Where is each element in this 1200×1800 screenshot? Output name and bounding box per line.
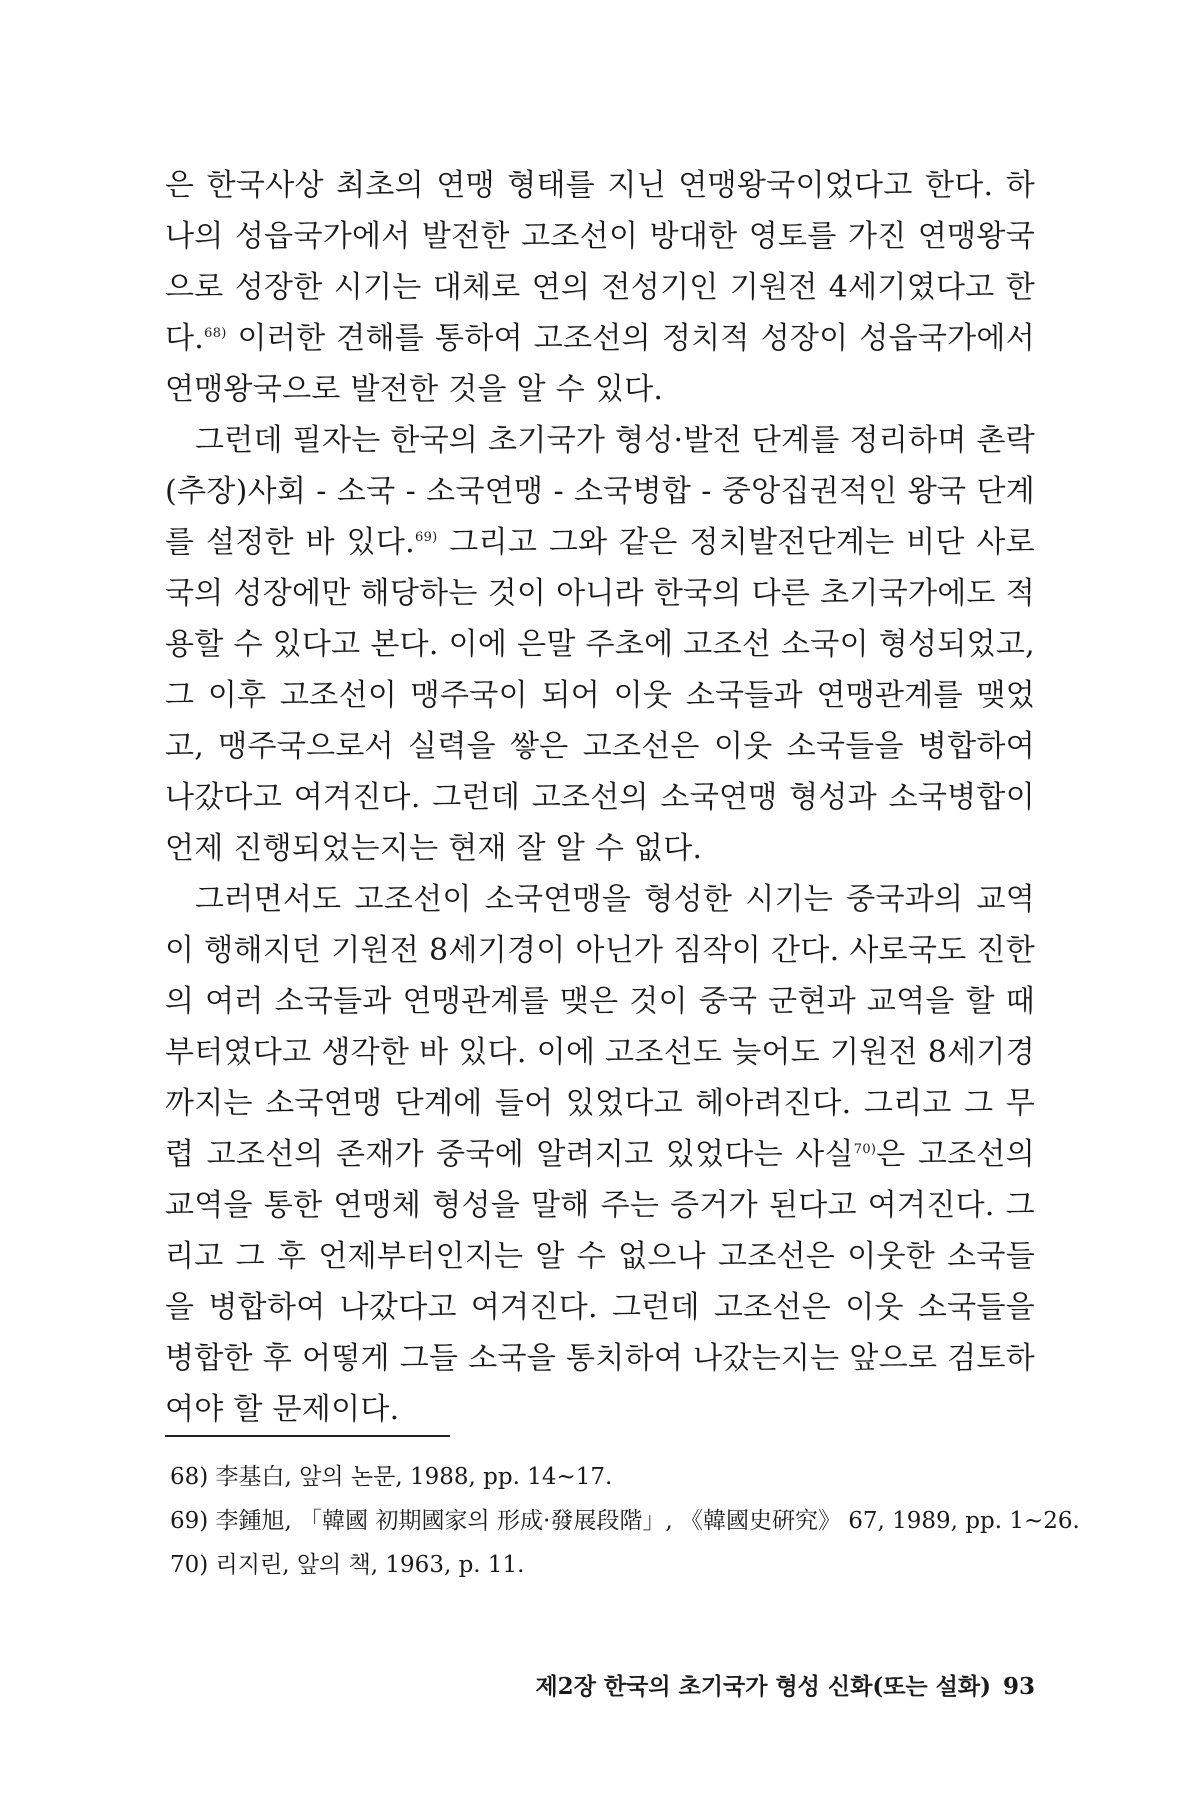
paragraph-text: 그러면서도 고조선이 소국연맹을 형성한 시기는 중국과의 교역이 행해지던 기원전 8세기경이 아닌가 짐작이 간다. 사로국도 진한의 여러 소국들과 연맹관계를 맺은 것이 중국 군현과 교역을 할 때부터였다고 생각한 바 있다. 이에 고조선도 늦어도 기원전 8세기경까지는 소국연맹 단계에 들어 있었다고 헤아려진다. 그리고 그 무렵 고조선의 존재가 중국에 알려지고 있었다는 사실 [165, 882, 1035, 1172]
paragraph-text: 은 한국사상 최초의 연맹 형태를 지닌 연맹왕국이었다고 한다. 하나의 성읍국가에서 발전한 고조선이 방대한 영토를 가진 연맹왕국으로 성장한 시기는 대체로 연의 전성기인 기원전 4세기였다고 한다. [165, 168, 1035, 356]
footnote-divider [165, 1435, 450, 1437]
footnote-70: 70) 리지린, 앞의 책, 1963, p. 11. [170, 1552, 525, 1578]
footnote-69: 69) 李鍾旭, 「韓國 初期國家의 形成·發展段階」, 《韓國史硏究》 67, 1989, pp. 1~26. [170, 1508, 1080, 1534]
paragraph-text: 이러한 견해를 통하여 고조선의 정치적 성장이 성읍국가에서 연맹왕국으로 발전한 것을 알 수 있다. [165, 321, 1035, 407]
paragraph-1 [165, 160, 1035, 415]
paragraph-2 [165, 415, 1035, 874]
paragraph-text: 그런데 필자는 한국의 초기국가 형성·발전 단계를 정리하며 촌락(추장)사회 - 소국 - 소국연맹 - 소국병합 - 중앙집권적인 왕국 단계를 설정한 바 있다. [165, 423, 1035, 560]
paragraph-3 [165, 874, 1035, 1435]
footnote-68: 68) 李基白, 앞의 논문, 1988, pp. 14~17. [170, 1464, 613, 1490]
paragraph-text: 그리고 그와 같은 정치발전단계는 비단 사로국의 성장에만 해당하는 것이 아니라 한국의 다른 초기국가에도 적용할 수 있다고 본다. 이에 은말 주초에 고조선 소국이 형성되었고, 그 이후 고조선이 맹주국이 되어 이웃 소국들과 연맹관계를 맺었고, 맹주국으로서 실력을 쌓은 고조선은 이웃 소국들을 병합하여 나갔다고 여겨진다. 그런데 고조선의 소국연맹 형성과 소국병합이 언제 진행되었는지는 현재 잘 알 수 없다. [165, 525, 1035, 866]
footnote-ref-68: 68) [204, 326, 227, 341]
footnote-ref-70: 70) [853, 1142, 877, 1157]
paragraph-text: 은 고조선의 교역을 통한 연맹체 형성을 말해 주는 증거가 된다고 여겨진다. 그리고 그 후 언제부터인지는 알 수 없으나 고조선은 이웃한 소국들을 병합하여 나갔다고 여겨진다. 그런데 고조선은 이웃 소국들을 병합한 후 어떻게 그들 소국을 통치하여 나갔는지는 앞으로 검토하여야 할 문제이다. [165, 1137, 1035, 1427]
footnotes [170, 1455, 1080, 1587]
footnote-ref-69: 69) [415, 530, 438, 545]
page-number: 93 [1002, 1673, 1035, 1700]
body-text [165, 160, 1035, 1435]
running-footer [510, 1668, 1035, 1701]
chapter-title: 제2장 한국의 초기국가 형성 신화(또는 설화) [535, 1673, 991, 1700]
